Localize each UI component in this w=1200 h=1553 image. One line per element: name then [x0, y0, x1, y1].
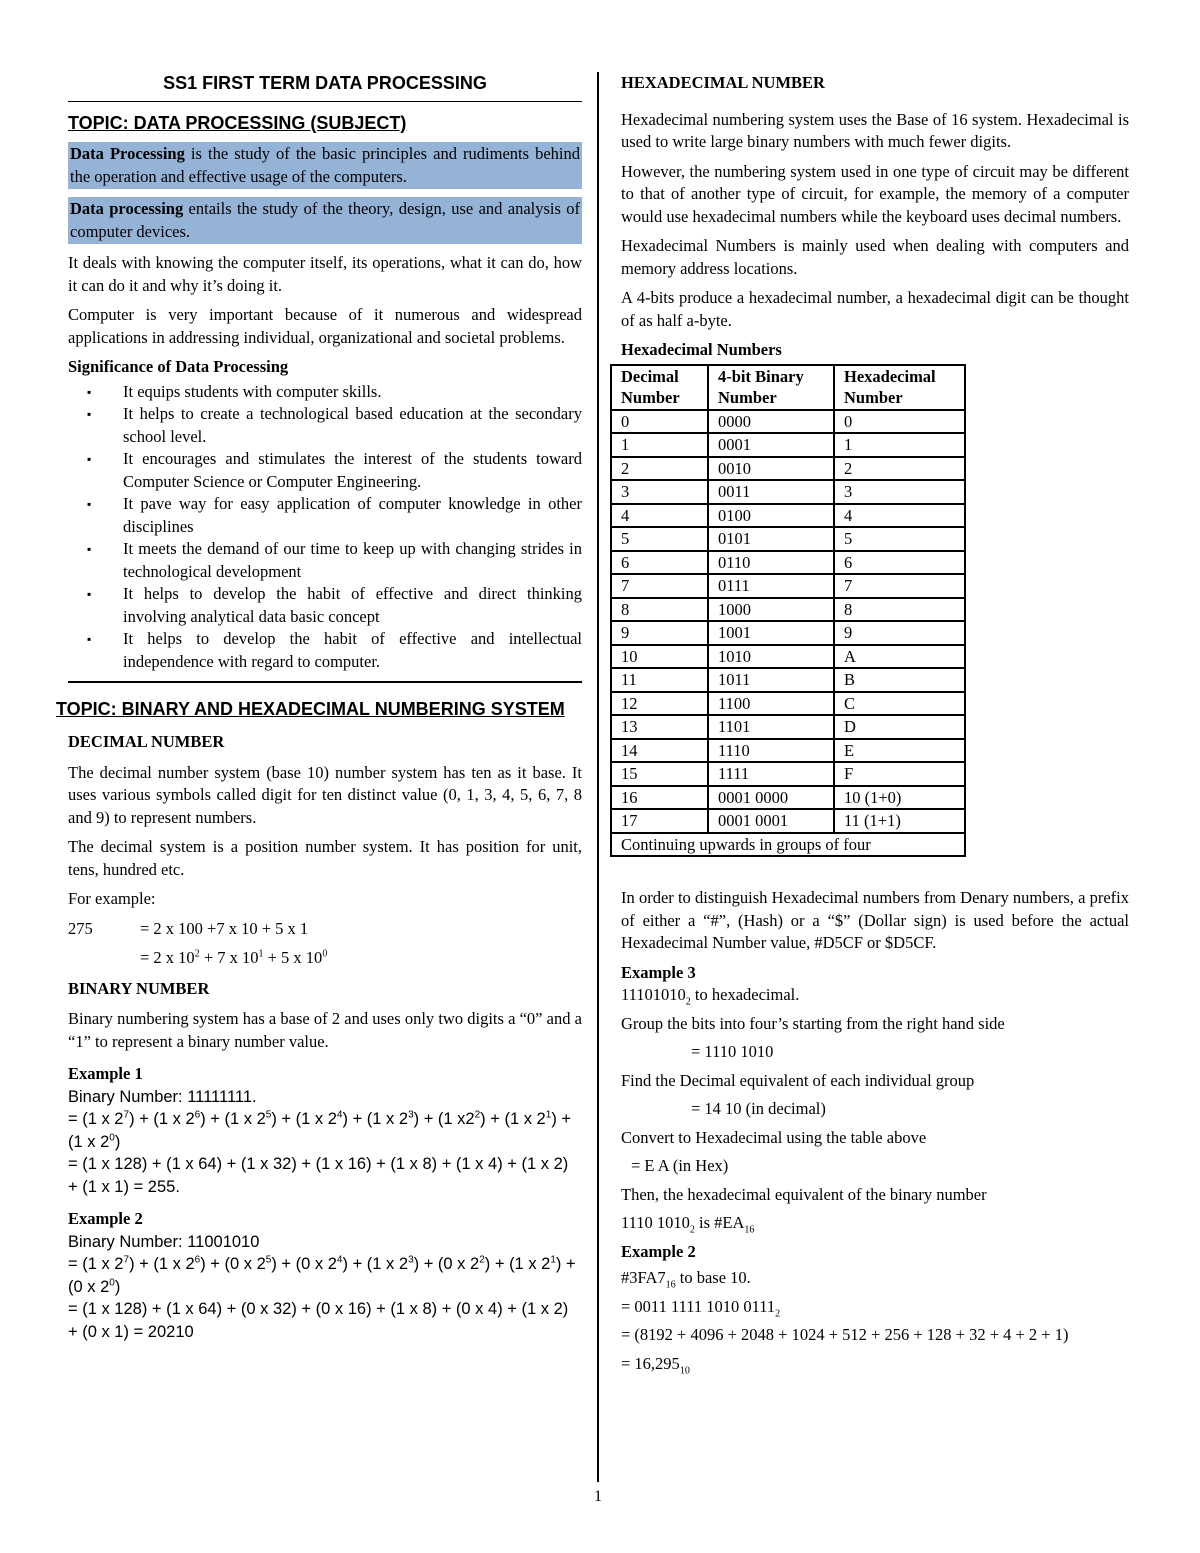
- table-row: [611, 809, 965, 833]
- table-cell: 12: [611, 692, 708, 716]
- table-cell: 2: [834, 457, 965, 481]
- bullet-icon: ▪: [87, 407, 92, 421]
- table-footer: Continuing upwards in groups of four: [611, 833, 965, 857]
- table-cell: 0001 0000: [708, 786, 834, 810]
- table-cell: 1100: [708, 692, 834, 716]
- table-cell: 8: [611, 598, 708, 622]
- table-row: [611, 527, 965, 551]
- column-header: Hexadecimal Number: [834, 365, 965, 410]
- table-cell: 0001: [708, 433, 834, 457]
- table-cell: 1001: [708, 621, 834, 645]
- list-item: ▪ It equips students with computer skills.: [68, 381, 582, 404]
- paragraph: Hexadecimal Numbers is mainly used when dealing with computers and memory address locations.: [621, 236, 1129, 278]
- example-line: = (1 x $2^7) + (1$ x $2^6) + (0$ x $2^5) + (0$ x $2^4) + (1$ x $2^3) + (0$ x $2^2) + (1$ x $2^1) + (0$ x $2^0$): [68, 1254, 576, 1296]
- example-heading: Example 2: [621, 1241, 696, 1261]
- bullet-icon: ▪: [87, 587, 92, 601]
- example-line: $11101010_2$ to hexadecimal.: [621, 985, 800, 1008]
- table-row: [611, 574, 965, 598]
- table-cell: 10: [611, 645, 708, 669]
- table-cell: 15: [611, 762, 708, 786]
- table-row: [611, 739, 965, 763]
- table-title: Hexadecimal Numbers: [621, 340, 782, 359]
- table-cell: 8: [834, 598, 965, 622]
- table-cell: 6: [834, 551, 965, 575]
- paragraph: It deals with knowing the computer itself, its operations, what it can do, how it can do it and why it’s doing it.: [68, 253, 582, 295]
- bullet-icon: ▪: [87, 497, 92, 511]
- table-cell: 2: [611, 457, 708, 481]
- table-row: [611, 621, 965, 645]
- table-row: [611, 504, 965, 528]
- definition-term: Data Processing: [70, 144, 185, 163]
- paragraph: Hexadecimal numbering system uses the Base of 16 system. Hexadecimal is used to write large binary numbers with much fewer digits.: [621, 109, 1129, 151]
- significance-list: [68, 381, 582, 674]
- paragraph: However, the numbering system used in one type of circuit may be different to that of another type of circuit, for example, the memory of a computer would use hexadecimal numbers while the keyboard uses decimal numbers.: [621, 161, 1129, 226]
- example-line: 1110 $1010_2$ is $\#EA_{16}$: [621, 1213, 755, 1236]
- table-cell: 0010: [708, 457, 834, 481]
- bullet-icon: ▪: [87, 632, 92, 646]
- table-cell: 0: [611, 410, 708, 434]
- table-cell: 1111: [708, 762, 834, 786]
- example-line: = (8192 + 4096 + 2048 + 1024 + 512 + 256 + 128 + 32 + 4 + 2 + 1): [621, 1325, 1069, 1344]
- hexadecimal-heading: HEXADECIMAL NUMBER: [621, 73, 825, 92]
- example-line: Convert to Hexadecimal using the table above: [621, 1127, 927, 1147]
- table-cell: 11: [611, 668, 708, 692]
- table-row: [611, 762, 965, 786]
- section-divider: [68, 681, 582, 683]
- table-cell: 1101: [708, 715, 834, 739]
- table-cell: 17: [611, 809, 708, 833]
- table-cell: 5: [834, 527, 965, 551]
- bullet-icon: ▪: [87, 542, 92, 556]
- example-line: = 1110 1010: [691, 1042, 774, 1061]
- definition-box-1: [68, 142, 582, 189]
- table-cell: 1010: [708, 645, 834, 669]
- topic-heading-numbering-system: TOPIC: BINARY AND HEXADECIMAL NUMBERING SYSTEM: [56, 699, 565, 719]
- list-item: ▪ It helps to develop the habit of effective and intellectual independence with regard to computer.: [87, 629, 582, 671]
- table-cell: B: [834, 668, 965, 692]
- table-cell: C: [834, 692, 965, 716]
- table-cell: 0001 0001: [708, 809, 834, 833]
- right-column: [621, 62, 1129, 1375]
- binary-heading: BINARY NUMBER: [68, 978, 210, 998]
- example-line: Then, the hexadecimal equivalent of the binary number: [621, 1184, 987, 1204]
- table-row: [611, 786, 965, 810]
- example-line: Group the bits into four’s starting from the right hand side: [621, 1013, 1005, 1033]
- bullet-icon: ▪: [87, 384, 92, 399]
- table-row: [611, 551, 965, 575]
- table-cell: 4: [834, 504, 965, 528]
- table-cell: 9: [611, 621, 708, 645]
- table-cell: 4: [611, 504, 708, 528]
- bullet-icon: ▪: [87, 452, 92, 466]
- example-line: = (1 x 128) + (1 x 64) + (1 x 32) + (1 x 16) + (1 x 8) + (1 x 4) + (1 x 2) + (1 x 1) = 255.: [68, 1155, 569, 1196]
- column-header: 4-bit Binary Number: [708, 365, 834, 410]
- significance-heading: Significance of Data Processing: [68, 357, 289, 376]
- table-row: [611, 598, 965, 622]
- table-cell: 3: [611, 480, 708, 504]
- table-footer-row: [611, 833, 965, 857]
- table-cell: 0111: [708, 574, 834, 598]
- definition-text: is the study of the basic principles and rudiments behind the operation and effective usage of the computers.: [70, 144, 581, 186]
- list-item: ▪ It helps to create a technological based education at the secondary school level.: [87, 404, 582, 446]
- table-cell: A: [834, 645, 965, 669]
- table-cell: 3: [834, 480, 965, 504]
- example-line: = (1 x 128) + (1 x 64) + (0 x 32) + (0 x 16) + (1 x 8) + (0 x 4) + (1 x 2) + (0 x 1) = 20210: [68, 1300, 569, 1341]
- table-cell: 0110: [708, 551, 834, 575]
- list-item: ▪ It encourages and stimulates the interest of the students toward Computer Science or Computer Engineering.: [87, 449, 582, 491]
- topic-heading-data-processing: TOPIC: DATA PROCESSING (SUBJECT): [68, 112, 407, 133]
- table-cell: 7: [611, 574, 708, 598]
- paragraph: The decimal system is a position number system. It has position for unit, tens, hundred etc.: [68, 837, 582, 879]
- paragraph: For example:: [68, 889, 156, 908]
- definition-text: entails the study of the theory, design, use and analysis of computer devices.: [70, 199, 580, 241]
- table-cell: 10 (1+0): [834, 786, 965, 810]
- equation-line: = 2 x $10^2 + 7$ x $10^1 + 5$ x $10^0$: [140, 948, 328, 967]
- paragraph: Binary numbering system has a base of 2 and uses only two digits a “0” and a “1” to represent a binary number value.: [68, 1009, 582, 1051]
- page-number: 1: [594, 1488, 602, 1505]
- table-cell: 1110: [708, 739, 834, 763]
- table-cell: F: [834, 762, 965, 786]
- table-cell: 14: [611, 739, 708, 763]
- table-row: [611, 433, 965, 457]
- definition-box-2: [68, 197, 582, 244]
- paragraph: In order to distinguish Hexadecimal numbers from Denary numbers, a prefix of either a “#”, (Hash) or a “$” (Dollar sign) is used before the actual Hexadecimal Number value, #D5CF or $D5CF.: [621, 888, 1129, 952]
- left-column: [56, 62, 582, 1343]
- column-divider: [597, 72, 599, 1482]
- table-row: [611, 645, 965, 669]
- table-cell: 1: [611, 433, 708, 457]
- example-line: Binary Number: 11111111.: [68, 1087, 257, 1106]
- table-cell: 16: [611, 786, 708, 810]
- table-cell: 13: [611, 715, 708, 739]
- table-cell: 1000: [708, 598, 834, 622]
- table-cell: D: [834, 715, 965, 739]
- paragraph: Computer is very important because of it numerous and widespread applications in addressing individual, organizational and societal problems.: [68, 305, 582, 347]
- example-line: $\#3FA7_{16}$ to base 10.: [621, 1268, 751, 1291]
- list-item: ▪ It pave way for easy application of computer knowledge in other disciplines: [87, 494, 582, 536]
- table-cell: 0100: [708, 504, 834, 528]
- paragraph: The decimal number system (base 10) number system has ten as it base. It uses various symbols called digit for ten distinct value (0, 1, 3, 4, 5, 6, 7, 8 and 9) to represent numbers.: [68, 762, 582, 827]
- example-line: = E A (in Hex): [631, 1156, 729, 1175]
- table-row: [611, 457, 965, 481]
- table-cell: 11 (1+1): [834, 809, 965, 833]
- document-title: SS1 FIRST TERM DATA PROCESSING: [68, 62, 582, 102]
- table-cell: 9: [834, 621, 965, 645]
- table-row: [611, 668, 965, 692]
- decimal-heading: DECIMAL NUMBER: [68, 732, 225, 751]
- example-heading: Example 1: [68, 1064, 143, 1083]
- list-item: ▪ It meets the demand of our time to keep up with changing strides in technological development: [87, 539, 582, 581]
- table-cell: 1: [834, 433, 965, 457]
- table-header-row: [611, 365, 965, 410]
- table-row: [611, 715, 965, 739]
- table-cell: 7: [834, 574, 965, 598]
- example-line: = 0011 1111 1010 $0111_2$: [621, 1296, 781, 1319]
- example-line: Binary Number: 11001010: [68, 1232, 260, 1251]
- table-row: [611, 410, 965, 434]
- table-cell: 0: [834, 410, 965, 434]
- example-heading: Example 2: [68, 1209, 143, 1228]
- table-row: [611, 692, 965, 716]
- column-header: Decimal Number: [611, 365, 708, 410]
- table-cell: 0000: [708, 410, 834, 434]
- list-item: ▪ It helps to develop the habit of effective and direct thinking involving analytical data basic concept: [87, 584, 582, 626]
- table-row: [611, 480, 965, 504]
- example-line: = (1 x $2^7) + (1$ x $2^6) + (1$ x $2^5) + (1$ x $2^4) + (1$ x $2^3) + (1$ $x2^2) + (1$ x $2^1) + (1$ x $2^0$): [68, 1109, 572, 1151]
- example-heading: Example 3: [621, 962, 696, 982]
- example-line: = $16,295_{10}$: [621, 1353, 690, 1376]
- hex-table: [610, 364, 966, 858]
- equation-line: 275 = 2 x 100 +7 x 10 + 5 x 1: [68, 918, 309, 938]
- table-cell: 6: [611, 551, 708, 575]
- table-cell: 5: [611, 527, 708, 551]
- table-cell: 0101: [708, 527, 834, 551]
- table-cell: 1011: [708, 668, 834, 692]
- table-cell: E: [834, 739, 965, 763]
- paragraph: A 4-bits produce a hexadecimal number, a hexadecimal digit can be thought of as half a-byte.: [621, 288, 1129, 330]
- example-line: Find the Decimal equivalent of each individual group: [621, 1070, 975, 1090]
- example-line: = 14 10 (in decimal): [691, 1099, 826, 1118]
- table-cell: 0011: [708, 480, 834, 504]
- definition-term: Data processing: [70, 199, 184, 218]
